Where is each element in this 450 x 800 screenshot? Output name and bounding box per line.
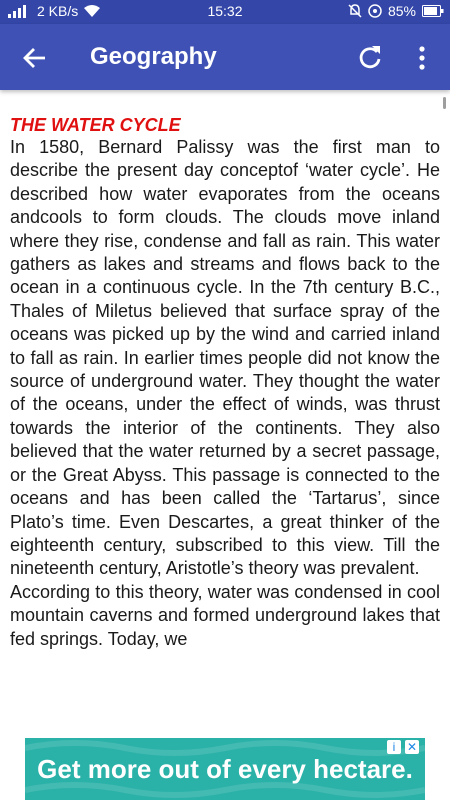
more-options-icon[interactable] [414,44,430,72]
network-speed: 2 KB/s [37,3,79,19]
article-paragraph: In 1580, Bernard Palissy was the first man to describe the present day conceptof ‘water cycle’. He described how water evaporates from the oceans andcools to form clouds. The clouds move inland where they rise, condense and fall as rain. This water gathers as lakes and streams and flows back to the ocean in a continuous cycle. In the 7th century B.C., Thales of Miletus believed that surface spray of the oceans was picked up by the wind and carried inland to fall as rain. In earlier times people did not know the source of underground water. They thought the water of the oceans, under the effect of winds, was thrust towards the interior of the continents. They also believed that the water returned by a secret passage, or the Great Abyss. This passage is connected to the oceans and has been called the ‘Tartarus’, since Plato’s time. Even Descartes, a great thinker of the eighteenth century, subscribed to this view. Till the nineteenth century, Aristotle’s theory was prevalent. [10,137,440,579]
ad-banner[interactable] [25,738,425,800]
app-bar [0,24,450,90]
status-time: 15:32 [207,3,243,19]
status-right [348,3,444,19]
ad-close-icon[interactable]: ✕ [406,740,418,754]
battery-percent: 85% [387,3,416,19]
article-paragraph: According to this theory, water was condensed in cool mountain caverns and formed underground lakes that fed springs. Today, we [10,581,440,649]
article-heading: THE WATER CYCLE [10,115,181,135]
refresh-icon[interactable] [356,43,384,71]
ad-text: Get more out of every hectare. [37,754,413,784]
article-body [10,114,440,651]
ad-info-icon[interactable]: i [387,740,401,754]
data-saver-icon [368,4,382,18]
notifications-off-icon [348,4,362,18]
app-bar-title: Geography [90,43,217,70]
article-content[interactable] [0,90,450,734]
ad-choices [387,740,419,754]
status-bar [0,0,450,24]
scrollbar[interactable] [443,97,446,109]
battery-icon [422,5,444,17]
back-arrow-icon[interactable] [20,43,50,73]
